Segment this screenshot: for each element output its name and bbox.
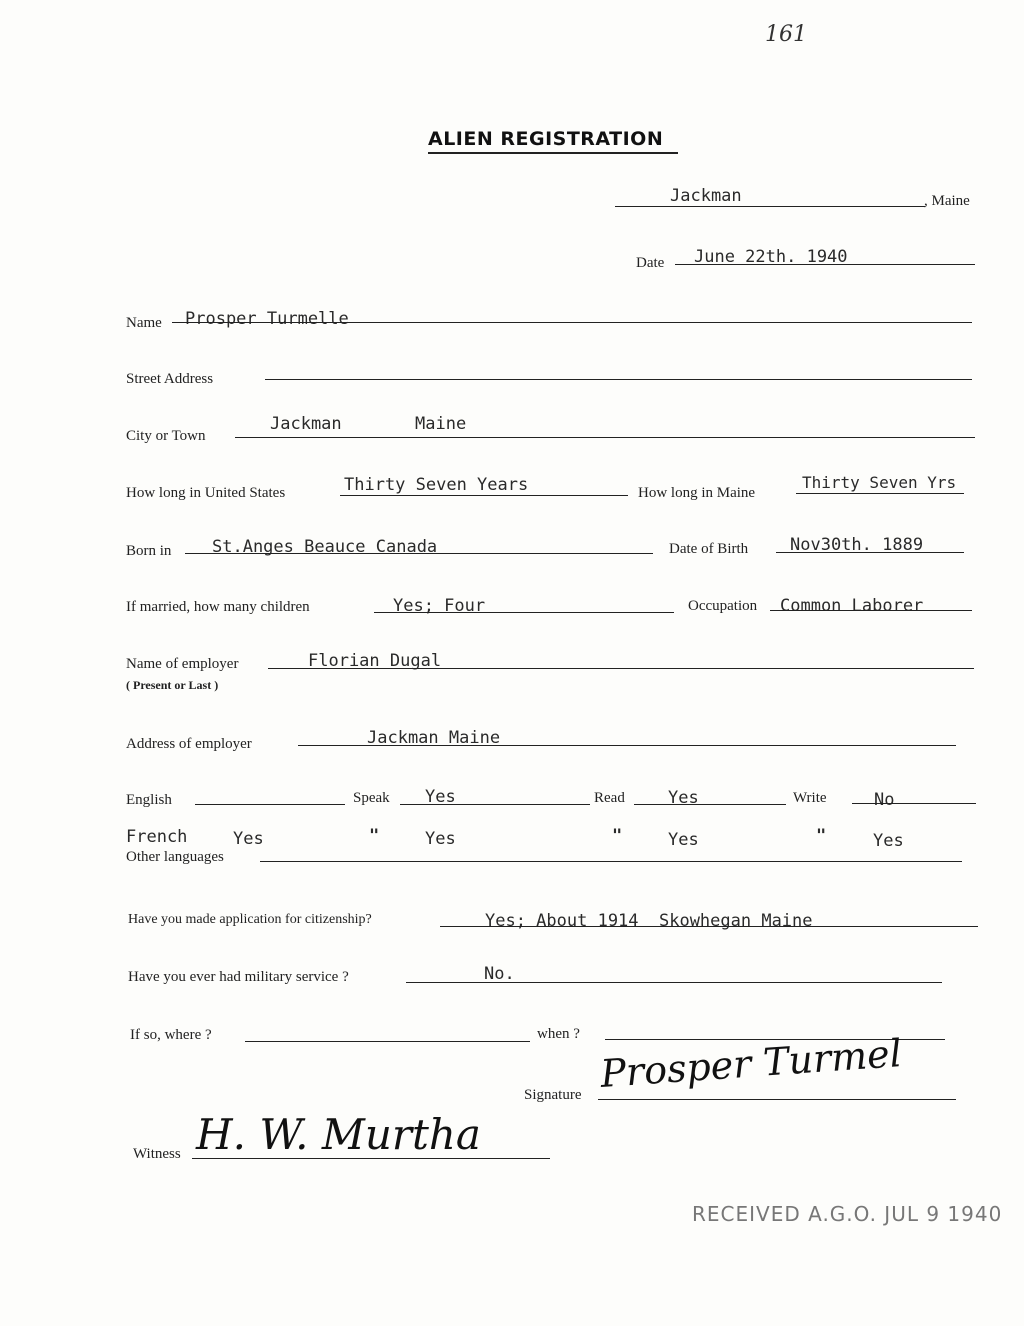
military-label: Have you ever had military service ?	[128, 969, 349, 985]
speak-label: Speak	[353, 790, 390, 806]
french-write-value: Yes	[873, 831, 904, 851]
witness-value: H. W. Murtha	[196, 1110, 481, 1159]
witness-line	[192, 1158, 550, 1159]
citizenship-line	[440, 926, 978, 927]
french-read-value: Yes	[668, 830, 699, 850]
employer-sublabel: ( Present or Last )	[126, 678, 219, 692]
employer-address-value: Jackman Maine	[367, 728, 501, 748]
city-town-value: Jackman	[270, 414, 342, 434]
english-speak-line	[400, 804, 590, 805]
street-address-label: Street Address	[126, 371, 214, 387]
english-read-value: Yes	[668, 788, 699, 808]
town-value: Jackman	[670, 186, 742, 206]
date-of-birth-label: Date of Birth	[669, 541, 749, 557]
when-label: when ?	[537, 1026, 580, 1042]
children-line	[374, 612, 674, 613]
where-line	[245, 1041, 530, 1042]
born-in-label: Born in	[126, 543, 172, 559]
name-label: Name	[126, 315, 162, 331]
signature-label: Signature	[524, 1087, 582, 1103]
date-of-birth-value: Nov30th. 1889	[790, 535, 924, 555]
children-label: If married, how many children	[126, 599, 310, 615]
ditto-write: "	[816, 826, 827, 846]
date-label: Date	[636, 255, 665, 271]
title-underline	[428, 152, 678, 154]
how-long-maine-line	[796, 493, 964, 494]
ditto-speak: "	[369, 826, 380, 846]
english-write-value: No	[874, 790, 895, 810]
occupation-label: Occupation	[688, 598, 758, 614]
employer-address-label: Address of employer	[126, 736, 252, 752]
form-title: ALIEN REGISTRATION	[428, 128, 664, 150]
city-line	[235, 437, 975, 438]
citizenship-value: Yes; About 1914 Skowhegan Maine	[485, 911, 813, 931]
witness-label: Witness	[133, 1146, 181, 1162]
city-state-value: Maine	[415, 414, 467, 434]
french-label: French	[126, 827, 188, 847]
city-label: City or Town	[126, 428, 206, 444]
date-line	[675, 264, 975, 265]
employer-address-line	[298, 745, 956, 746]
where-label: If so, where ?	[130, 1027, 212, 1043]
occupation-line	[770, 610, 972, 611]
military-line	[406, 982, 942, 983]
how-long-maine-label: How long in Maine	[638, 485, 756, 501]
write-label: Write	[793, 790, 827, 806]
name-value: Prosper Turmelle	[185, 309, 349, 329]
other-languages-label: Other languages	[126, 849, 224, 865]
citizenship-label: Have you made application for citizenship?	[128, 912, 372, 927]
children-value: Yes; Four	[393, 596, 486, 616]
employer-line	[268, 668, 974, 669]
english-label: English	[126, 792, 172, 808]
english-read-line	[634, 804, 786, 805]
read-label: Read	[594, 790, 625, 806]
received-stamp: RECEIVED A.G.O. JUL 9 1940	[692, 1202, 1003, 1226]
occupation-value: Common Laborer	[780, 596, 924, 616]
english-line	[195, 804, 345, 805]
signature-line	[598, 1099, 956, 1100]
french-speak-value: Yes	[425, 829, 456, 849]
page-number: 161	[765, 22, 807, 47]
how-long-us-value: Thirty Seven Years	[344, 475, 529, 495]
town-line	[615, 206, 925, 207]
employer-value: Florian Dugal	[308, 651, 442, 671]
how-long-us-label: How long in United States	[126, 485, 286, 501]
date-value: June 22th. 1940	[694, 247, 848, 267]
signature-value: Prosper Turmel	[598, 1031, 904, 1096]
ditto-read: "	[612, 826, 623, 846]
born-in-line	[185, 553, 653, 554]
french-yes-value: Yes	[233, 829, 264, 849]
english-speak-value: Yes	[425, 787, 456, 807]
military-value: No.	[484, 964, 515, 984]
english-write-line	[852, 803, 976, 804]
name-line	[172, 322, 972, 323]
how-long-maine-value: Thirty Seven Yrs	[802, 473, 957, 492]
born-in-value: St.Anges Beauce Canada	[212, 537, 438, 557]
street-address-line	[265, 379, 972, 380]
date-of-birth-line	[776, 552, 964, 553]
employer-label: Name of employer	[126, 656, 239, 672]
state-label: , Maine	[924, 193, 970, 209]
other-languages-line	[260, 861, 962, 862]
how-long-us-line	[340, 495, 628, 496]
